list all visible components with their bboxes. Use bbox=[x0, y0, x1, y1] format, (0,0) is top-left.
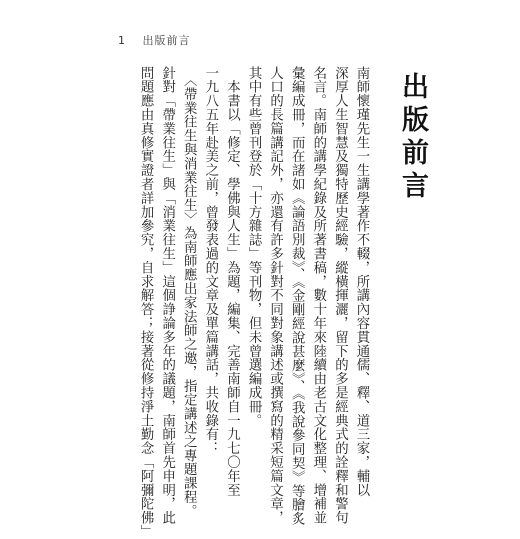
text-column: 問題應由真修實證者詳加參究，自求解答；接著從修持淨土勤念「阿彌陀佛」 bbox=[138, 66, 154, 539]
text-column: 一九八五年赴美之前，曾發表過的文章及單篇講話，共收錄有： bbox=[202, 66, 218, 456]
text-column: 南師懷瑾先生一生講學著作不輟，所講內容貫通儒、釋、道三家，輔以 bbox=[354, 66, 369, 497]
text-column: 深厚人生智慧及獨特歷史經驗，縱橫揮灑，留下的多是經典式的詮釋和警句 bbox=[332, 66, 348, 525]
text-column: 本書以「修定、學佛與人生」為題，編集、完善南師自一九七〇年至 bbox=[224, 66, 240, 497]
running-header-title: 出版前言 bbox=[142, 34, 191, 47]
text-column: 針對「帶業往生」與「消業往生」這個諍論多年的議題，南師首先申明，此 bbox=[159, 66, 175, 525]
chapter-title: 出版前言 bbox=[397, 72, 428, 204]
text-column: 人口的長篇講記外，亦還有許多針對不同對象講述或撰寫的精采短篇文章， bbox=[267, 66, 283, 525]
page-number: 1 bbox=[118, 34, 126, 47]
text-column: 彙編成冊，而在諸如《論語別裁》、《金剛經說甚麼》、《我說參同契》等膾炙 bbox=[289, 66, 305, 526]
running-header bbox=[118, 32, 191, 48]
text-column: 其中有些曾刊登於「十方雜誌」等刊物，但未曾選編成冊。 bbox=[246, 66, 262, 428]
text-column: 〈帶業往生與消業往生〉為南師應出家法師之邀，指定講述之專題課程。 bbox=[181, 66, 197, 518]
body-text bbox=[134, 66, 372, 539]
text-column: 名言。南師的講學紀錄及所著書稿，數十年來陸續由老古文化整理、增補並 bbox=[310, 66, 326, 525]
